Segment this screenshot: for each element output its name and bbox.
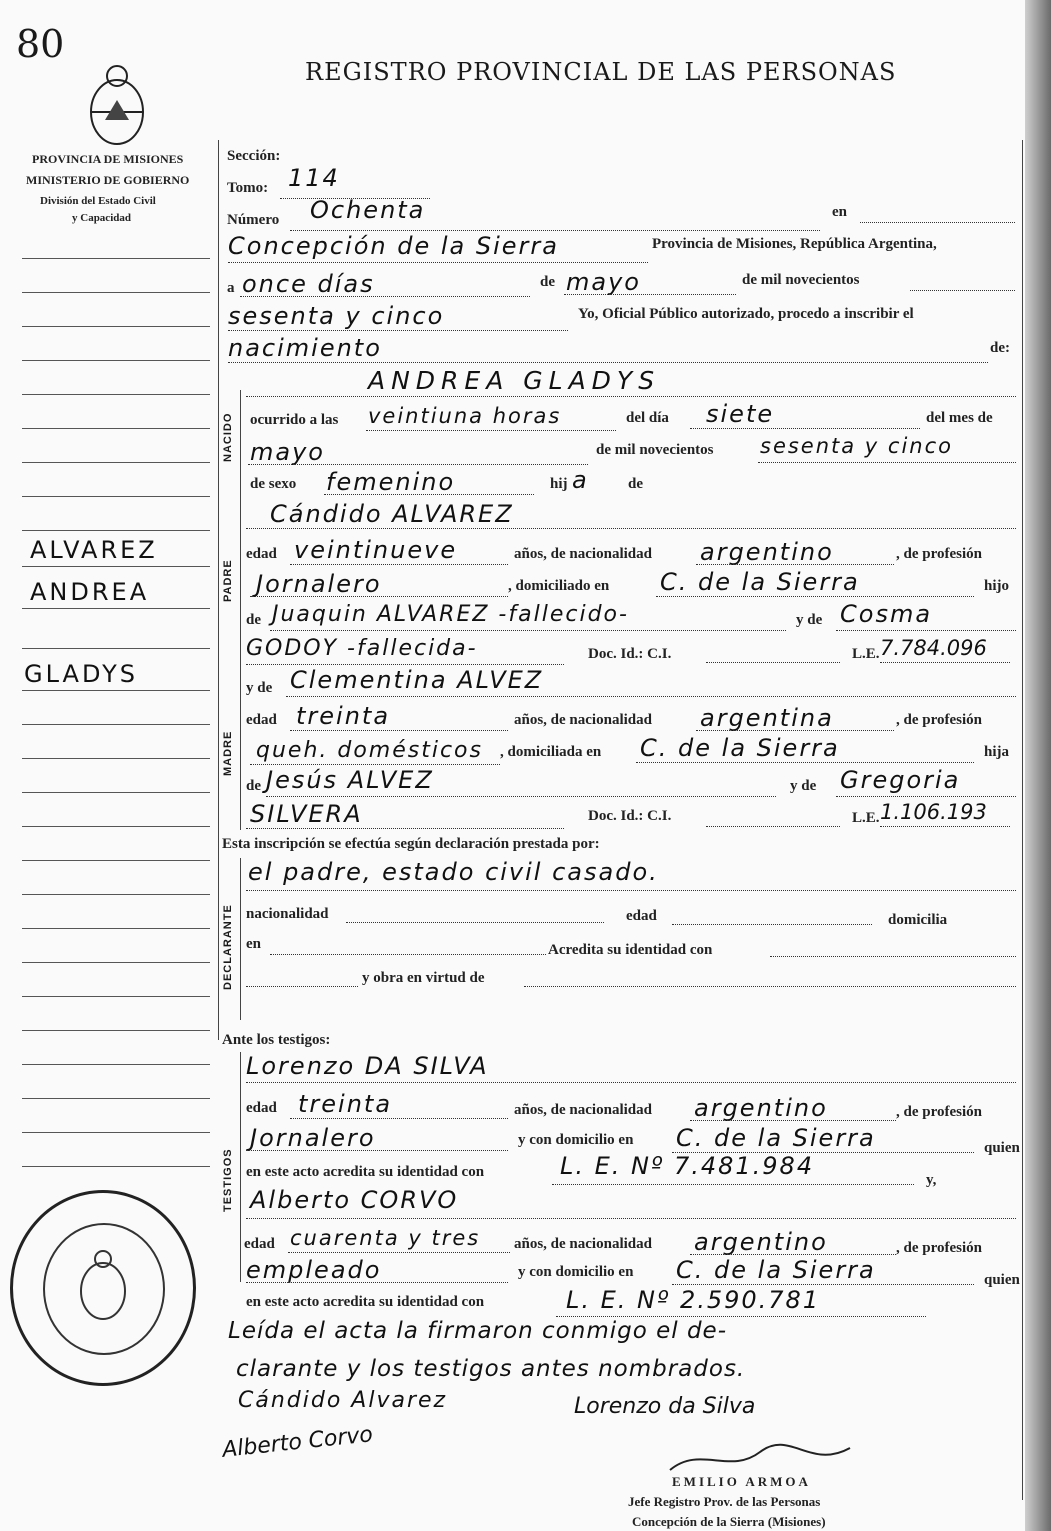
signature-witness-1: Lorenzo da Silva: [574, 1394, 756, 1419]
value-mes-nac: mayo: [250, 438, 325, 466]
label-madre-dom: , domiciliada en: [500, 744, 602, 760]
value-padre-le: 7.784.096: [880, 636, 987, 660]
label-padre-dom: , domiciliado en: [508, 578, 610, 594]
label-t2-nac: años, de nacionalidad: [514, 1236, 652, 1252]
label-tomo: Tomo:: [227, 180, 269, 196]
label-del-mes: del mes de: [926, 410, 993, 426]
value-anio: sesenta y cinco: [228, 302, 445, 330]
value-madre-nombre: Clementina ALVEZ: [290, 666, 544, 694]
label-seccion: Sección:: [227, 148, 281, 164]
section-left-2: [240, 858, 241, 1020]
label-madre-de: de: [246, 778, 261, 794]
value-nombre: ANDREA GLADYS: [368, 366, 661, 395]
official-title: Jefe Registro Prov. de las Personas: [628, 1494, 821, 1509]
label-madre-prof: , de profesión: [896, 712, 982, 728]
value-t2-dom: C. de la Sierra: [676, 1256, 876, 1284]
document-title: REGISTRO PROVINCIAL DE LAS PERSONAS: [305, 58, 897, 86]
label-decl-domicilia: domicilia: [888, 912, 948, 928]
value-t1-prof: Jornalero: [250, 1124, 376, 1152]
value-anio-nac: sesenta y cinco: [760, 434, 953, 458]
label-sexo: de sexo: [250, 476, 297, 492]
label-decl-acredita: Acredita su identidad con: [548, 942, 713, 958]
label-mil-novecientos: de mil novecientos: [742, 272, 860, 288]
label-declarante: DECLARANTE: [222, 904, 234, 990]
value-padre-nombre: Cándido ALVAREZ: [270, 500, 514, 528]
label-testigos: TESTIGOS: [222, 1148, 234, 1212]
value-dias: once días: [242, 270, 375, 298]
margin-second-name: GLADYS: [24, 660, 138, 688]
label-t1-y: y,: [926, 1172, 937, 1188]
label-t2-prof: , de profesión: [896, 1240, 982, 1256]
value-abuela-mat-1: Gregoria: [840, 766, 961, 794]
value-testigo2: Alberto CORVO: [250, 1186, 459, 1214]
value-abuela-pat-1: Cosma: [840, 600, 933, 628]
org-ministry: MINISTERIO DE GOBIERNO: [26, 173, 190, 187]
value-abuelo-pat: Juaquin ALVAREZ -fallecido-: [272, 602, 629, 627]
value-madre-edad: treinta: [296, 702, 391, 730]
label-padre-nac: años, de nacionalidad: [514, 546, 652, 562]
label-t1-edad: edad: [246, 1100, 277, 1116]
label-t1-prof: , de profesión: [896, 1104, 982, 1120]
label-padre-le: L.E.: [852, 646, 880, 662]
value-t1-edad: treinta: [298, 1090, 393, 1118]
value-mes: mayo: [566, 268, 641, 296]
label-t1-dom: y con domicilio en: [518, 1132, 634, 1148]
label-de-mes: de: [540, 274, 555, 290]
value-testigo1: Lorenzo DA SILVA: [246, 1052, 489, 1080]
label-madre: MADRE: [222, 730, 234, 776]
label-t1-quien: quien: [984, 1140, 1020, 1156]
label-hij: hij: [550, 476, 568, 492]
label-t1-nac: años, de nacionalidad: [514, 1102, 652, 1118]
value-t1-dom: C. de la Sierra: [676, 1124, 876, 1152]
value-t2-edad: cuarenta y tres: [290, 1226, 481, 1250]
label-decl-edad: edad: [626, 908, 657, 924]
label-t2-dom: y con domicilio en: [518, 1264, 634, 1280]
value-madre-dom: C. de la Sierra: [640, 734, 840, 762]
org-capacity: y Capacidad: [72, 212, 131, 224]
value-abuela-pat-2: GODOY -fallecida-: [246, 636, 478, 661]
label-padre-yde: y de: [796, 612, 823, 628]
signature-witness-2: Alberto Corvo: [221, 1422, 375, 1463]
value-sexo: femenino: [326, 468, 456, 496]
value-dia: siete: [706, 400, 775, 428]
label-nacido: NACIDO: [222, 412, 234, 462]
label-padre: PADRE: [222, 559, 234, 602]
page-edge: [1025, 0, 1051, 1531]
label-padre-de: de: [246, 612, 261, 628]
value-padre-dom: C. de la Sierra: [660, 568, 860, 596]
label-padre-hijo: hijo: [984, 578, 1010, 594]
value-abuelo-mat: Jesús ALVEZ: [266, 766, 434, 794]
official-location: Concepción de la Sierra (Misiones): [632, 1514, 826, 1529]
label-t2-edad: edad: [244, 1236, 275, 1252]
label-madre-le: L.E.: [852, 810, 880, 826]
value-lugar: Concepción de la Sierra: [228, 232, 559, 260]
label-t2-quien: quien: [984, 1272, 1020, 1288]
page-number: 80: [16, 22, 65, 66]
frame-right: [1022, 140, 1023, 1500]
label-de-padres: de: [628, 476, 643, 492]
label-t2-acredita: en este acto acredita su identidad con: [246, 1294, 485, 1310]
label-padre-doc: Doc. Id.: C.I.: [588, 646, 672, 662]
label-madre-hija: hija: [984, 744, 1010, 760]
margin-surname: ALVAREZ: [30, 536, 158, 564]
frame-left: [218, 140, 219, 1040]
margin-first-name: ANDREA: [30, 578, 150, 606]
label-a: a: [227, 280, 235, 296]
label-madre-yde: y de: [246, 680, 273, 696]
value-tomo: 114: [288, 164, 340, 192]
value-madre-nac: argentina: [700, 704, 834, 732]
label-t1-acredita: en este acto acredita su identidad con: [246, 1164, 485, 1180]
value-t1-doc: L. E. Nº 7.481.984: [560, 1152, 815, 1180]
value-padre-edad: veintinueve: [294, 536, 458, 564]
value-t2-doc: L. E. Nº 2.590.781: [566, 1286, 821, 1314]
closing-line-1: Leída el acta la firmaron conmigo el de-: [228, 1318, 728, 1344]
label-padre-prof: , de profesión: [896, 546, 982, 562]
value-declarante: el padre, estado civil casado.: [248, 858, 659, 886]
value-madre-prof: queh. domésticos: [256, 738, 483, 763]
label-provincia: Provincia de Misiones, República Argentina,: [652, 236, 937, 252]
label-madre-edad: edad: [246, 712, 277, 728]
org-division: División del Estado Civil: [40, 195, 156, 207]
official-stamp: [10, 1190, 196, 1386]
value-hora: veintiuna horas: [368, 404, 562, 428]
label-madre-doc: Doc. Id.: C.I.: [588, 808, 672, 824]
value-madre-le: 1.106.193: [880, 800, 987, 824]
label-madre-nac: años, de nacionalidad: [514, 712, 652, 728]
coat-of-arms-icon: [85, 60, 149, 150]
value-t2-nac: argentino: [694, 1228, 828, 1256]
label-decl-nac: nacionalidad: [246, 906, 329, 922]
label-ante-testigos: Ante los testigos:: [222, 1032, 331, 1048]
label-decl-obra: y obra en virtud de: [362, 970, 485, 986]
section-left-3: [240, 1052, 241, 1282]
label-de-colon: de:: [990, 340, 1010, 356]
label-de-mil-nov: de mil novecientos: [596, 442, 714, 458]
label-en: en: [832, 204, 847, 220]
org-province: PROVINCIA DE MISIONES: [32, 152, 184, 166]
label-numero: Número: [227, 212, 280, 228]
closing-line-2: clarante y los testigos antes nombrados.: [236, 1356, 746, 1382]
value-hij-suffix: a: [572, 466, 589, 494]
signature-father: Cándido Alvarez: [238, 1388, 448, 1413]
label-del-dia: del día: [626, 410, 669, 426]
label-ocurrido: ocurrido a las: [250, 412, 339, 428]
value-padre-prof: Jornalero: [256, 570, 382, 598]
value-numero: Ochenta: [310, 196, 426, 224]
value-acto: nacimiento: [228, 334, 382, 362]
label-inscripcion: Esta inscripción se efectúa según declaración prestada por:: [222, 836, 600, 852]
value-abuela-mat-2: SILVERA: [250, 800, 363, 828]
value-t1-nac: argentino: [694, 1094, 828, 1122]
value-t2-prof: empleado: [246, 1256, 382, 1284]
label-decl-en: en: [246, 936, 261, 952]
value-padre-nac: argentino: [700, 538, 834, 566]
label-yo-oficial: Yo, Oficial Público autorizado, procedo a inscribir el: [578, 306, 914, 322]
official-name: EMILIO ARMOA: [672, 1474, 811, 1489]
label-madre-yde-2: y de: [790, 778, 817, 794]
section-left: [240, 390, 241, 830]
label-padre-edad: edad: [246, 546, 277, 562]
